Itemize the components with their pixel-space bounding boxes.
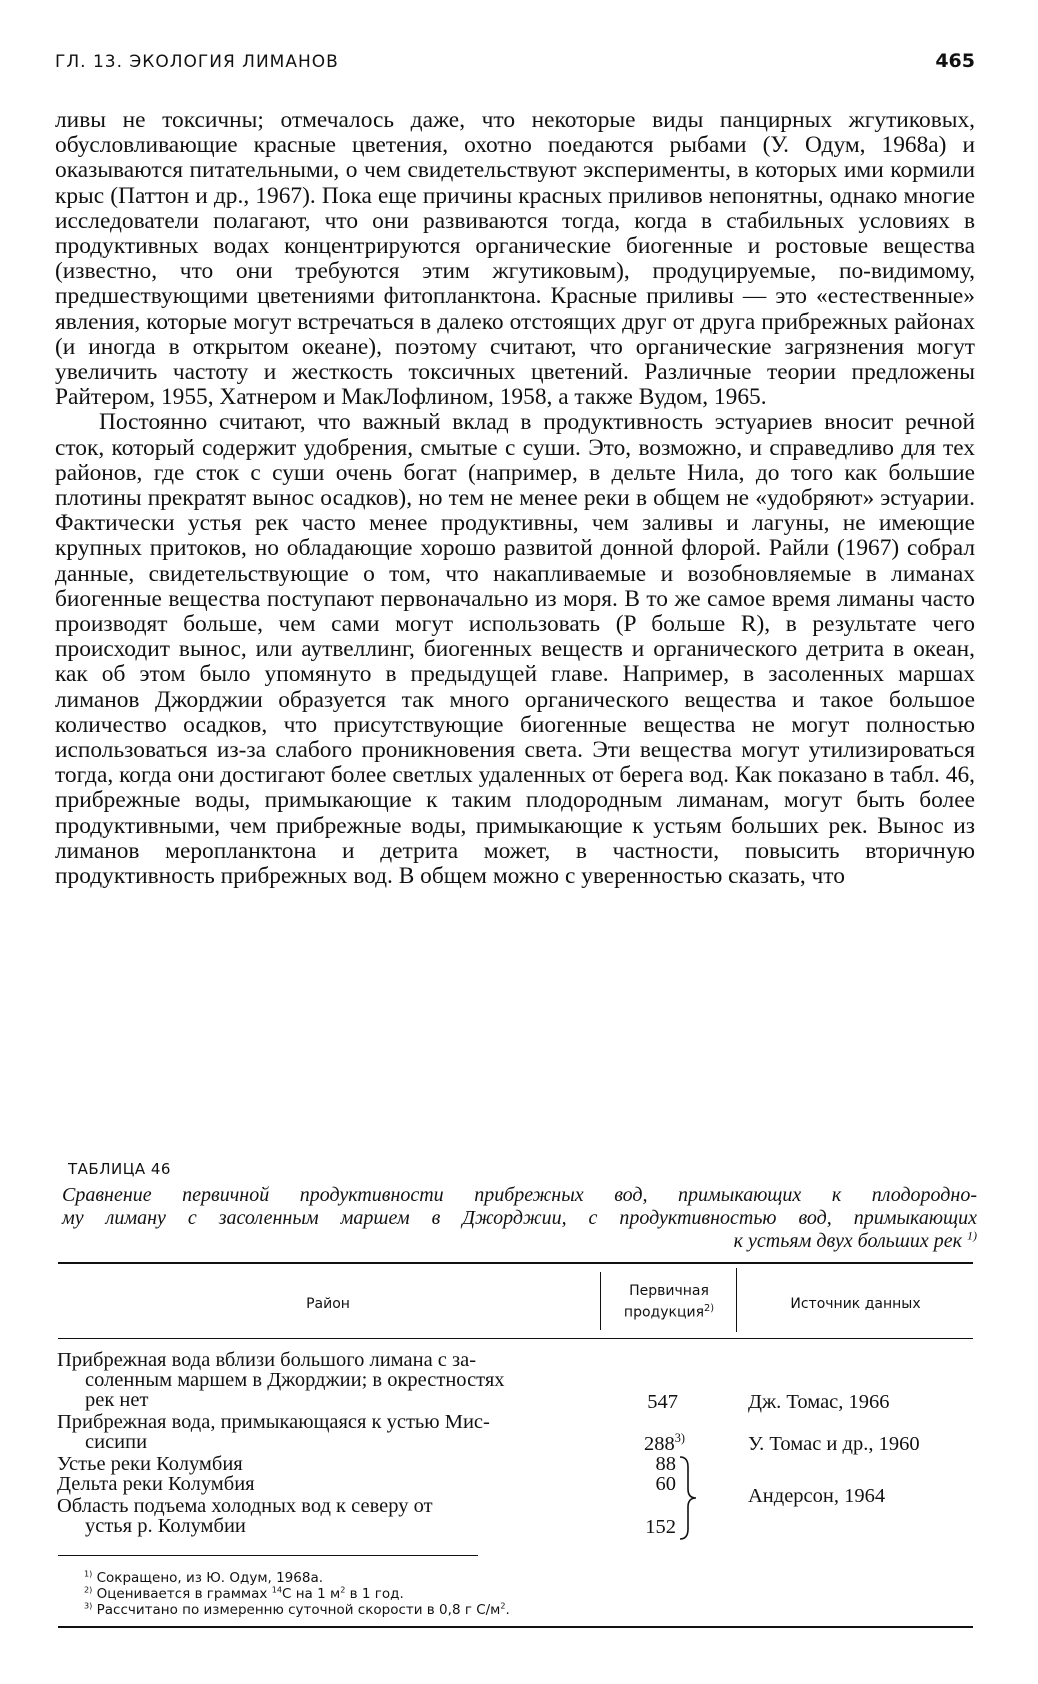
chapter-title: ГЛ. 13. ЭКОЛОГИЯ ЛИМАНОВ (55, 52, 339, 72)
table-row: Дельта реки Колумбия (57, 1473, 255, 1495)
table-row: Область подъема холодных вод к северу от устья р. Колумбии (57, 1495, 433, 1537)
table-caption (62, 1184, 977, 1253)
footnote: $^{3)}$ Рассчитано по измеренню суточной скорости в 0,8 г $С/м^2$. (84, 1600, 510, 1618)
footnote: $^{1)}$ Сокращено, из Ю. Одум, 1968а. (84, 1568, 324, 1586)
caption-line: му лиману с засоленным маршем в Джорджии, с продуктивностью вод, примыкающих (62, 1207, 977, 1229)
table-footnotes (84, 1570, 510, 1618)
page-bottom-rule (58, 1626, 973, 1628)
production-value: 547 (647, 1391, 678, 1413)
paragraph: ливы не токсичны; отмечалось даже, что некоторые виды панцирных жгутиковых, обусловливающие красные цветения, охотно поедаются рыбами (У. Одум, 1968а) и оказываются питательными, о чем свидетельствуют эксперименты, в которых ими кормили крыс (Паттон и др., 1967). Пока еще причины красных приливов непонятны, однако многие исследователи полагают, что они развиваются тогда, когда в стабильных условиях в продуктивных водах концентрируются органические биогенные и ростовые вещества (известно, что они требуются этим жгутиковым), продуцируемые, по-видимому, предшествующими цветениями фитопланктона. Красные приливы — это «естественные» явления, которые могут встречаться в далеко отстоящих друг от друга прибрежных районах (и иногда в открытом океане), поэтому считают, что органические загрязнения могут увеличить частоту и жесткость токсичных цветений. Различные теории предложены Райтером, 1955, Хатнером и МакЛофлином, 1958, а также Вудом, 1965. (55, 107, 975, 411)
production-value: 88 (655, 1453, 676, 1475)
running-head (55, 44, 975, 76)
page-number: 465 (935, 50, 975, 72)
footnote: $^{2)}$ Оценивается в граммах $^{14}$С на 1 $м^2$ в 1 год. (84, 1584, 404, 1602)
caption-line: Сравнение первичной продуктивности прибрежных вод, примыкающих к плодородно- (62, 1184, 977, 1206)
table-top-rule (58, 1262, 973, 1264)
table-row: Прибрежная вода, примыкающаяся к устью Мис- сисипи (57, 1411, 490, 1453)
table-label: ТАБЛИЦА 46 (68, 1160, 171, 1178)
data-source: У. Томас и др., 1960 (748, 1433, 920, 1455)
header-divider (736, 1268, 737, 1332)
table-row: Устье реки Колумбия (57, 1453, 243, 1475)
data-source: Андерсон, 1964 (748, 1485, 886, 1507)
paragraph: Постоянно считают, что важный вклад в продуктивность эстуариев вносит речной сток, который содержит удобрения, смытые с суши. Это, возможно, и справедливо для тех районов, где сток с суши очень богат (например, в дельте Нила, до того как большие плотины прекратят вынос осадков), но тем не менее реки в общем не «удобряют» эстуарии. Фактически устья рек часто менее продуктивны, чем заливы и лагуны, не имеющие крупных притоков, но обладающие хорошо развитой донной флорой. Райли (1967) собрал данные, свидетельствующие о том, что накапливаемые и возобновляемые в лиманах биогенные вещества поступают первоначально из моря. В то же самое время лиманы часто производят больше, чем сами могут использовать (P больше R), в результате чего происходит вынос, или аутвеллинг, биогенных веществ и органического детрита в океан, как об этом было упомянуто в предыдущей главе. Например, в засоленных маршах лиманов Джорджии образуется так много органического вещества и такое большое количество осадков, что присутствующие биогенные вещества не могут полностью использоваться из-за слабого проникновения света. Эти вещества могут утилизироваться тогда, когда они достигают более светлых удаленных от берега вод. Как показано в табл. 46, прибрежные воды, примыкающие к таким плодородным лиманам, могут быть более продуктивными, чем прибрежные воды, примыкающие к устьям больших рек. Вынос из лиманов меропланктона и детрита может, в частности, повысить вторичную продуктивность прибрежных вод. В общем можно с уверенностью сказать, что (55, 409, 975, 890)
grouping-brace (678, 1455, 702, 1541)
table-header-rule (58, 1338, 973, 1339)
data-source: Дж. Томас, 1966 (748, 1391, 890, 1413)
body-text (55, 108, 975, 889)
column-header-production: Первичная продукция$^{2)}$ (623, 1283, 715, 1321)
production-value: 60 (655, 1473, 676, 1495)
header-divider (600, 1272, 601, 1330)
column-header-region: Район (306, 1296, 350, 1312)
caption-line-last: к устьям двух больших рек $^{1)}$ (733, 1228, 977, 1252)
production-value: 152 (645, 1516, 676, 1538)
table-bottom-rule (58, 1555, 478, 1556)
table-row: Прибрежная вода вблизи большого лимана с за- соленным маршем в Джорджии; в окрестностях рек нет (57, 1349, 505, 1411)
production-value: 288$^{3)}$ (644, 1431, 685, 1455)
column-header-source: Источник данных (790, 1296, 921, 1312)
caption-footnote-mark: 1) (967, 1228, 977, 1243)
